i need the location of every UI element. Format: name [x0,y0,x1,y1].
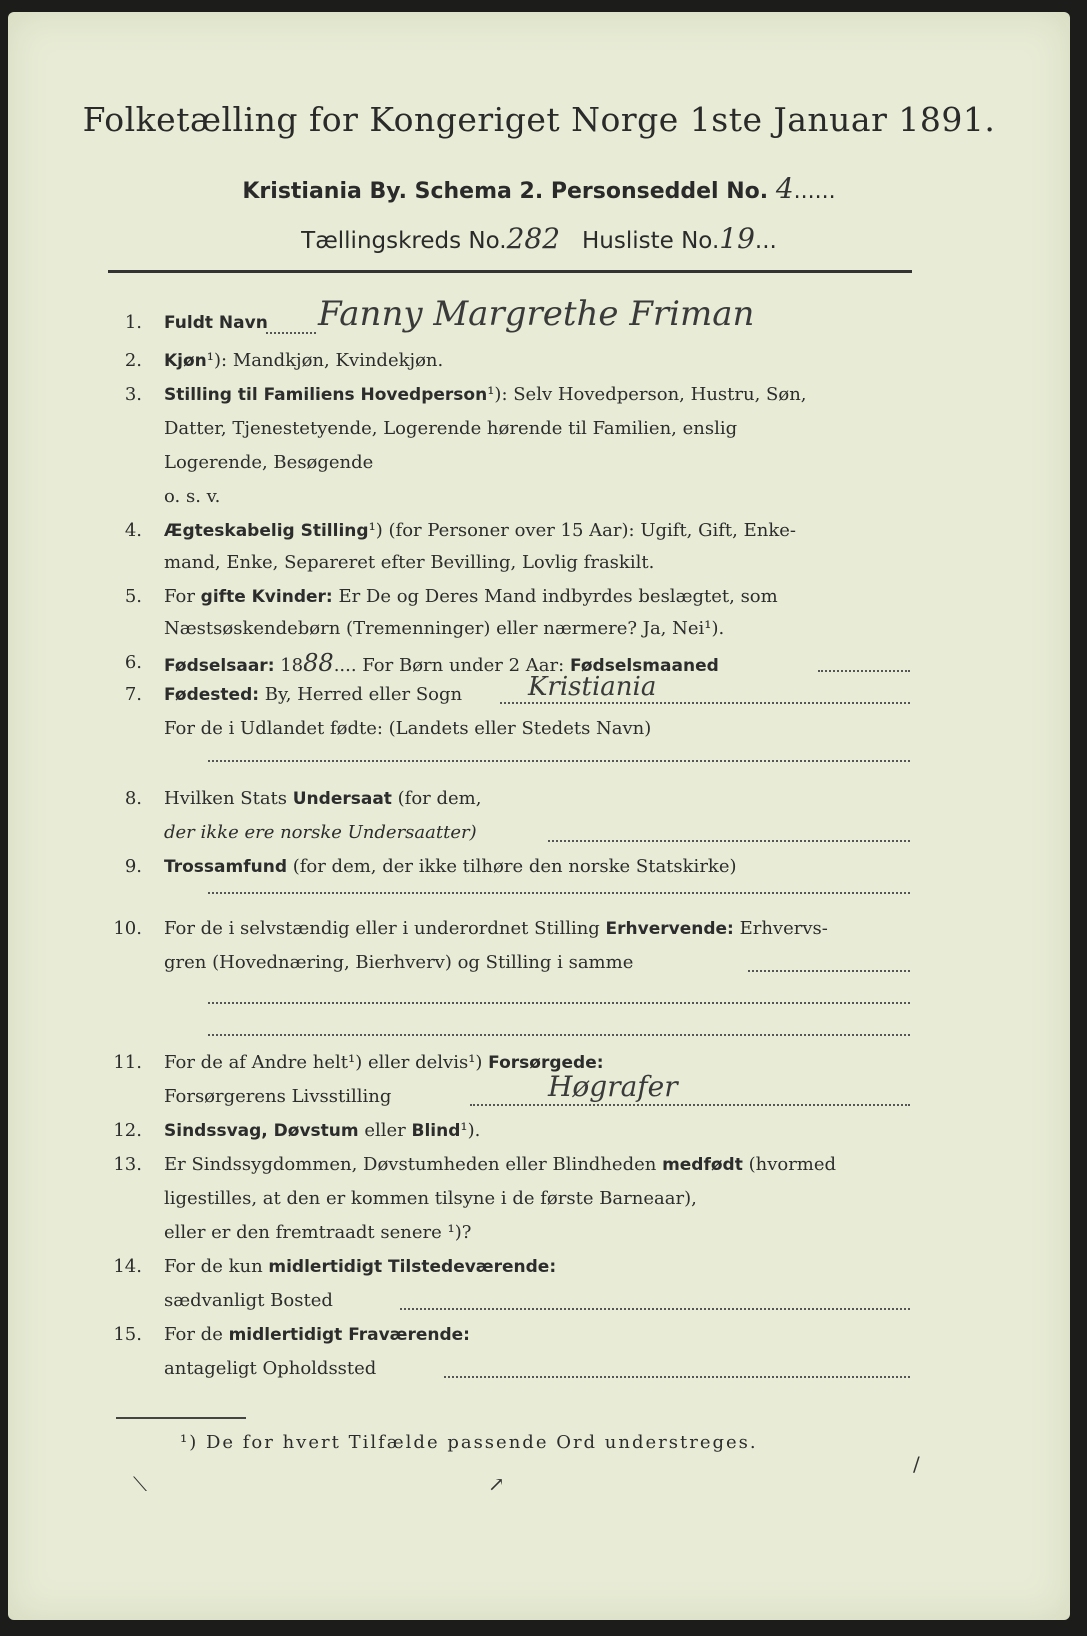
dotted-line [266,332,316,334]
dotted-line [400,1308,910,1310]
dotted-line [208,1034,910,1036]
item-label: Forsørgede: [488,1053,604,1073]
item-text: antageligt Opholdssted [164,1358,377,1379]
item-text: Er De og Deres Mand indbyrdes beslægtet, som [332,586,778,607]
item-text: (for dem, [391,788,482,809]
item-label: Trossamfund [164,857,287,877]
dotted-line [208,1002,910,1004]
dotted-line [470,1104,910,1106]
dotted-line [444,1376,910,1378]
dotted-line [500,702,910,704]
item-text: ¹): Mandkjøn, Kvindekjøn. [206,350,444,371]
item-label: medfødt [662,1155,743,1175]
item-label: Undersaat [292,789,392,809]
answer-full-name: Fanny Margrethe Friman [318,294,755,334]
personseddel-number: 4 [775,172,794,205]
header-rule [108,270,912,273]
item-text: (for dem, der ikke tilhøre den norske Statskirke) [286,856,737,877]
item-label: Erhvervende: [605,919,734,939]
dotted-line [208,760,910,762]
item-label: gifte Kvinder: [200,587,333,607]
item-text: eller er den fremtraadt senere ¹)? [164,1222,472,1243]
item-text: ligestilles, at den er kommen tilsyne i de første Barneaar), [164,1188,697,1209]
item-label: Kjøn [164,351,207,371]
kreds-line: Tællingskreds No.282 Husliste No.19... [301,222,777,255]
item-number: 2. [124,350,142,371]
dotted-line [748,970,910,972]
item-label: Stilling til Familiens Hovedperson [164,385,488,405]
tick-mark-icon: ⟍ [133,1472,147,1496]
item-text: mand, Enke, Separeret efter Bevilling, Lovlig fraskilt. [164,552,655,573]
item-text: Næstsøskendebørn (Tremenninger) eller nærmere? Ja, Nei¹). [164,618,725,639]
item-number: 12. [113,1120,142,1141]
kreds-number: 282 [506,222,561,255]
dotted-line [548,840,910,842]
answer-provider-occupation: Høgrafer [548,1070,678,1103]
footnote: ¹) De for hvert Tilfælde passende Ord understreges. [180,1432,758,1453]
item-label: Fødselsaar: [164,656,275,676]
item-number: 8. [124,788,142,809]
item-text: ¹) (for Personer over 15 Aar): Ugift, Gift, Enke- [368,520,796,541]
item-text: o. s. v. [164,486,221,507]
item-number: 14. [113,1256,142,1277]
item-text: Logerende, Besøgende [164,452,374,473]
item-text: ¹): Selv Hovedperson, Hustru, Søn, [487,384,807,405]
item-text: Forsørgerens Livsstilling [164,1086,392,1107]
item-number: 7. [124,684,142,705]
item-number: 9. [124,856,142,877]
item-text: sædvanligt Bosted [164,1290,333,1311]
answer-birth-year: 88 [303,649,334,677]
item-number: 6. [124,652,142,673]
husliste-number: 19 [719,222,755,255]
item-label: Ægteskabelig Stilling [164,521,369,541]
footnote-rule [116,1417,246,1419]
stroke-mark-icon: / [913,1452,920,1476]
husliste-label: Husliste No. [582,228,720,254]
item-text: Erhvervs- [733,918,828,939]
item-text: Datter, Tjenestetyende, Logerende hørende til Familien, enslig [164,418,738,439]
item-number: 5. [124,586,142,607]
schema-line-text: Kristiania By. Schema 2. Personseddel No. [242,179,769,204]
item-label: midlertidigt Fraværende: [228,1325,470,1345]
item-number: 13. [113,1154,142,1175]
item-number: 1. [124,312,142,333]
item-label: Fuldt Navn [164,313,268,333]
item-text: der ikke ere norske Undersaatter) [164,822,477,843]
item-number: 15. [113,1324,142,1345]
form-title: Folketælling for Kongeriget Norge 1ste Januar 1891. [82,100,996,139]
answer-birthplace: Kristiania [528,672,657,702]
item-number: 10. [113,918,142,939]
schema-line: Kristiania By. Schema 2. Personseddel No. 4...... [242,172,836,205]
item-label: midlertidigt Tilstedeværende: [268,1257,557,1277]
item-number: 11. [113,1052,142,1073]
item-number: 4. [124,520,142,541]
dotted-line [818,670,910,672]
dotted-line [208,892,910,894]
census-form-sheet: Folketælling for Kongeriget Norge 1ste Januar 1891. Kristiania By. Schema 2. Personseddel No. 4...... Tællingskreds No.282 Husliste No.19... 1. Fuldt Navn Fanny Margrethe Friman 2. Kjøn¹): Mandkjøn, Kvindekjøn. 3. Stilling til Familiens Hovedperson¹): Selv Hovedperson, Hustru, Søn, Datter, Tjenestetyende, Logerende hørende til Familien, enslig Logerende, Besøgende o. s. v. 4. Ægteskabelig Stilling¹) (for Personer over 15 Aar): Ugift, Gift, Enke- mand, Enke, Separeret efter Bevilling, Lovlig fraskilt. 5. For gifte Kvinder: Er De og Deres Mand indbyrdes beslægtet, som Næstsøskendebørn (Tremenninger) eller nærmere? Ja, Nei¹). 6. Fødselsaar: 1888.... For Børn under 2 Aar: Fødselsmaaned 7. Fødested: By, Herred eller Sogn Kristiania For de i Udlandet fødte: (Landets eller Stedets Navn) 8. Hvilken Stats Undersaat (for dem, der ikke ere norske Undersaatter) 9. Trossamfund (for dem, der ikke tilhøre den norske Statskirke) 10. For de i selvstændig eller i underordnet Stilling Erhvervende: Erhvervs- gren (Hovednæring, Bierhverv) og Stilling i samme 11. For de af Andre helt¹) eller delvis¹) Forsørgede: Forsørgerens Livsstilling Høgrafer 12. Sindssvag, Døvstum eller Blind¹). 13. Er Sindssygdommen, Døvstumheden eller Blindheden medfødt (hvormed ligestilles, at den er kommen tilsyne i de første Barneaar), eller er den fremtraadt senere ¹)? 14. For de kun midlertidigt Tilstedeværende: sædvanligt Bosted 15. For de midlertidigt Fraværende: antageligt Opholdssted ¹) De for hvert Tilfælde passende Ord understreges. ⟍ ↗ / [8,12,1070,1620]
kreds-label: Tællingskreds No. [301,228,507,254]
item-text: (hvormed [742,1154,837,1175]
item-text: gren (Hovednæring, Bierhverv) og Stilling i samme [164,952,634,973]
item-number: 3. [124,384,142,405]
item-label: Sindssvag, Døvstum [164,1121,359,1141]
item-text: By, Herred eller Sogn [259,684,463,705]
item-text: For de i Udlandet fødte: (Landets eller Stedets Navn) [164,718,652,739]
item-label: Fødested: [164,685,260,705]
arrow-mark-icon: ↗ [488,1472,505,1496]
